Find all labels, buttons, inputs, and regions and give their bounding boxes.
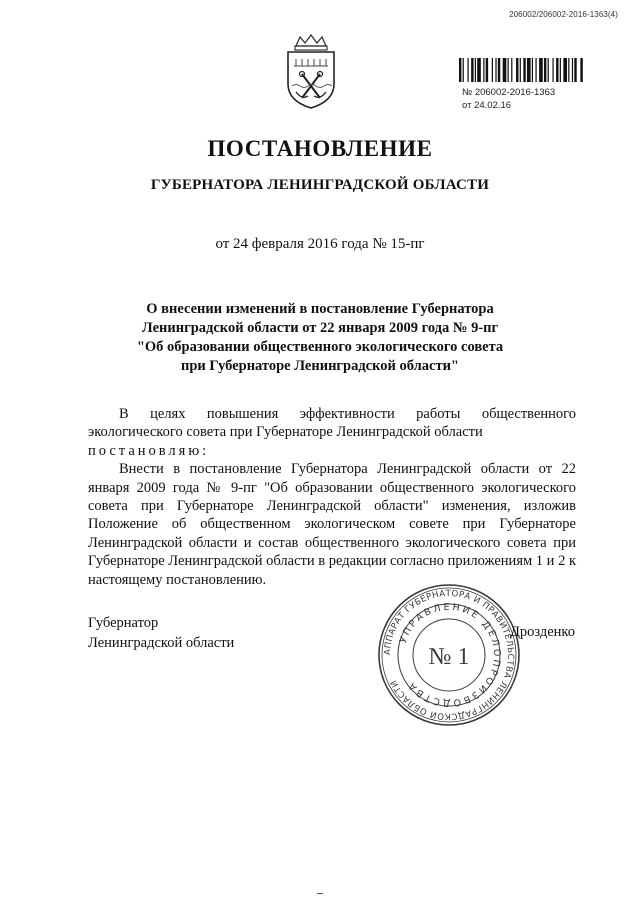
heading-line: О внесении изменений в постановление Губернатора	[146, 301, 494, 317]
body-preamble: В целях повышения эффективности работы общественного экологического совета при Губернаторе Ленинградской области	[88, 406, 576, 441]
document-subtitle: ГУБЕРНАТОРА ЛЕНИНГРАДСКОЙ ОБЛАСТИ	[150, 177, 490, 193]
official-seal-stamp	[376, 582, 522, 728]
document-body	[88, 405, 576, 589]
document-date-number: от 24 февраля 2016 года № 15-пг	[215, 236, 425, 252]
registration-date: от 24.02.16	[462, 100, 512, 111]
body-main-paragraph: Внести в постановление Губернатора Ленинградской области от 22 января 2009 года № 9-пг "Об образовании общественного экологического совета при Губернаторе Ленинградской области" изменения, изложив Положение об общественном экологическом совете при Губернаторе Ленинградской области и состав общественного экологического совета при Губернаторе Ленинградской области в редакции согласно приложениям 1 и 2 к настоящему постановлению.	[88, 461, 576, 588]
registration-block	[462, 86, 555, 112]
page-mark	[317, 893, 323, 894]
coat-of-arms-icon	[282, 34, 340, 110]
signature-name: Дрозденко	[510, 624, 575, 640]
svg-text:АППАРАТ ГУБЕРНАТОРА И ПРАВИТЕЛ: АППАРАТ ГУБЕРНАТОРА И ПРАВИТЕЛЬСТВА ЛЕНИНГРАДСКОЙ ОБЛАСТИ	[382, 588, 516, 722]
svg-text:УПРАВЛЕНИЕ ДЕЛОПРОИЗВОДСТВА: УПРАВЛЕНИЕ ДЕЛОПРОИЗВОДСТВА	[397, 601, 503, 709]
document-heading	[80, 300, 560, 376]
registration-number: № 206002-2016-1363	[462, 87, 556, 98]
signature-position-line: Ленинградской области	[88, 635, 235, 651]
document-title: ПОСТАНОВЛЕНИЕ	[207, 136, 433, 161]
svg-text:№ 1: № 1	[428, 644, 470, 670]
body-decree-word: постановляю:	[88, 442, 210, 459]
heading-line: Ленинградской области от 22 января 2009 года № 9-пг	[141, 320, 499, 336]
document-code: 206002/206002-2016-1363(4)	[509, 10, 618, 19]
heading-line: "Об образовании общественного экологического совета	[136, 339, 504, 355]
heading-line: при Губернаторе Ленинградской области"	[181, 358, 459, 374]
signature-position-line: Губернатор	[88, 615, 159, 631]
signature-position	[88, 613, 234, 653]
barcode-icon	[459, 58, 584, 82]
